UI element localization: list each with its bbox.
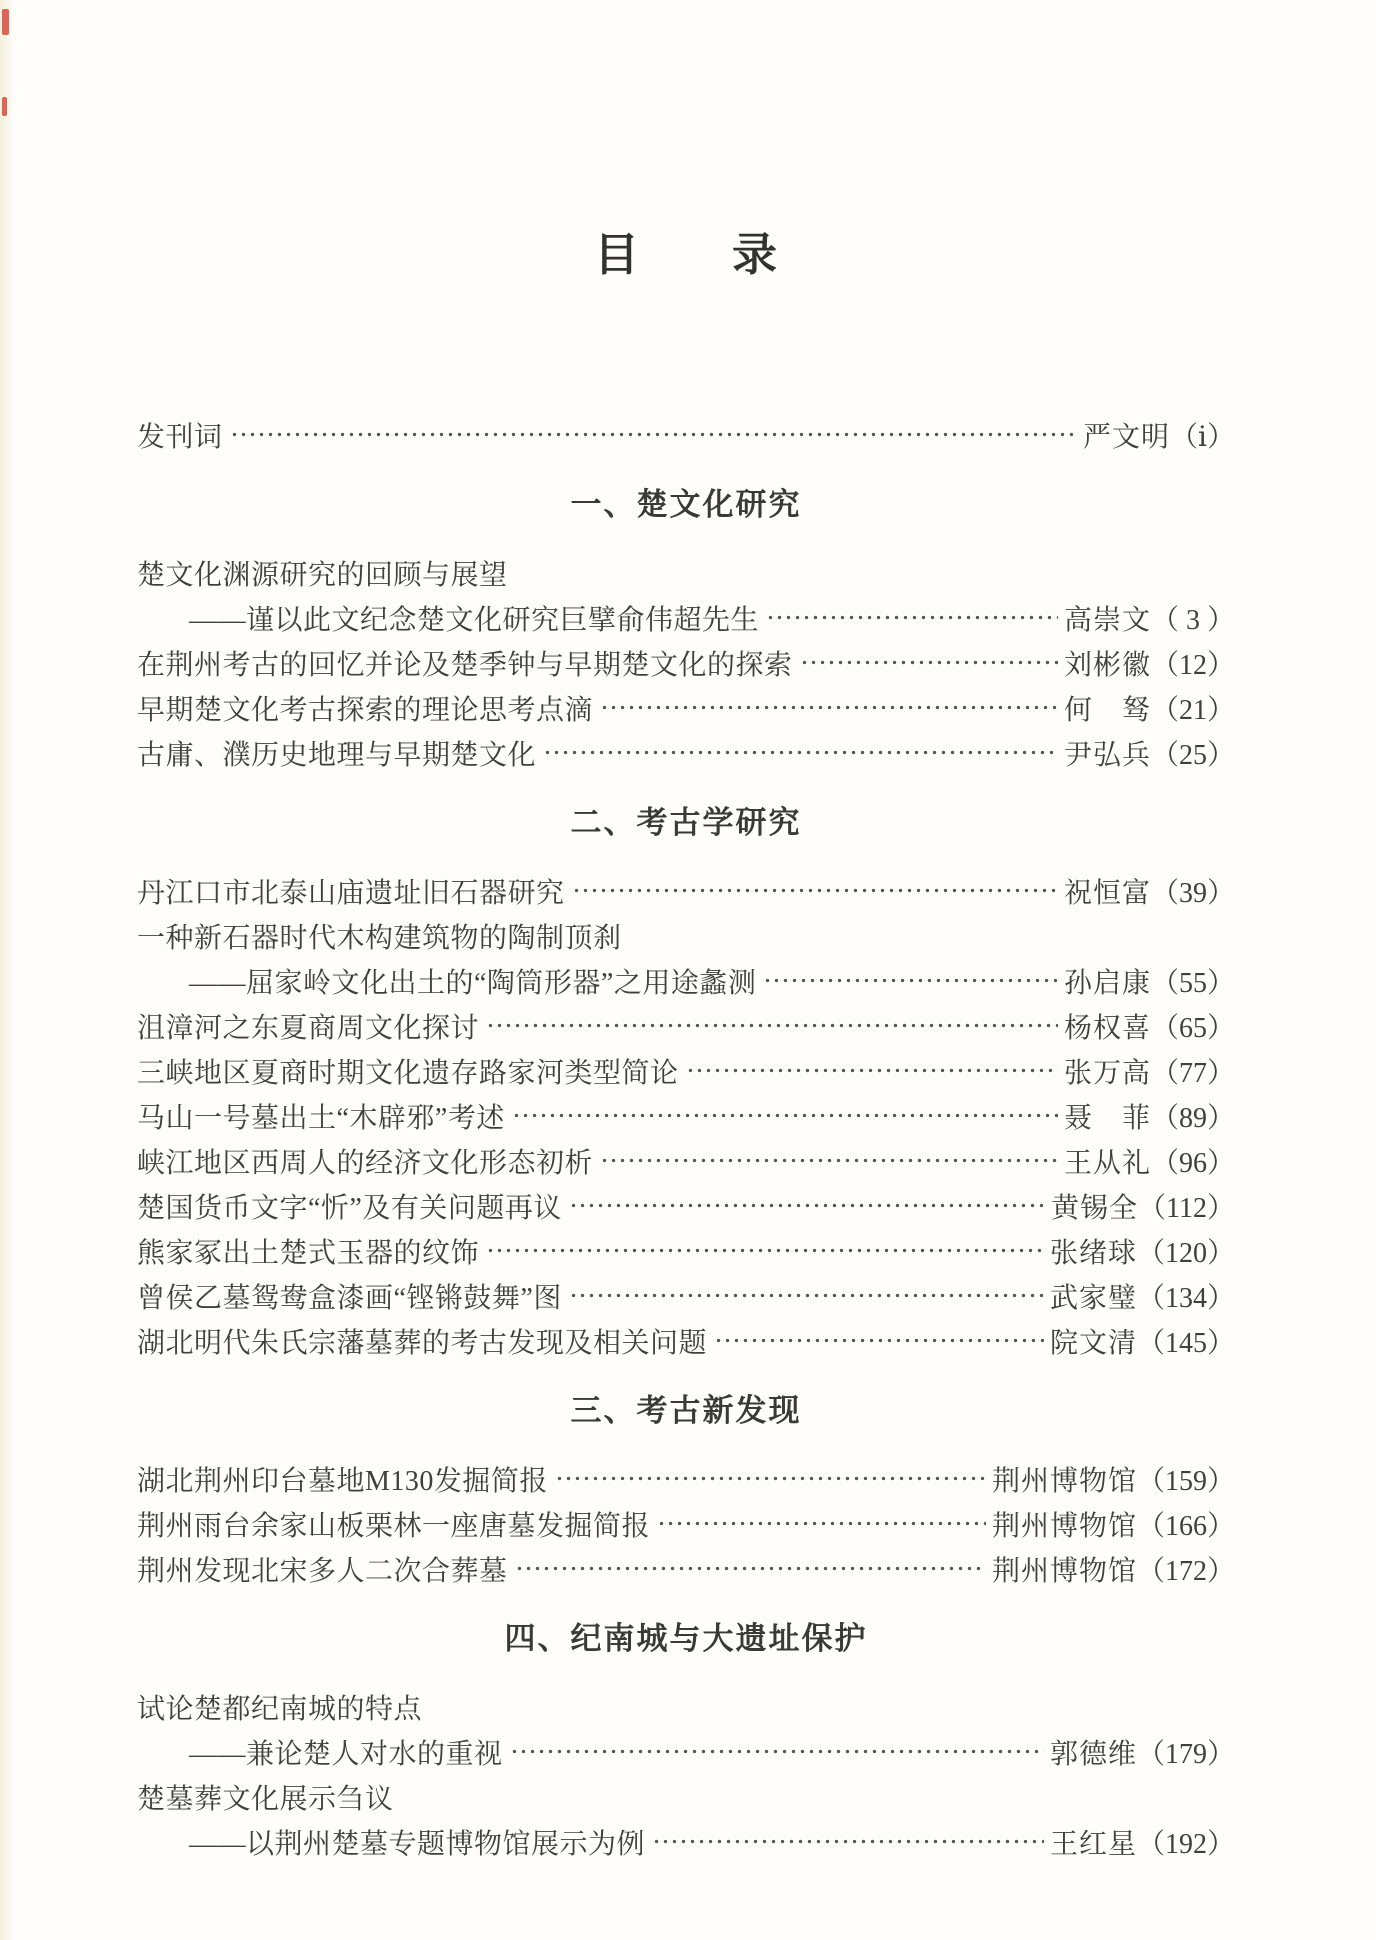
- entry-text: ——兼论楚人对水的重视: [189, 1738, 503, 1770]
- toc-entry: [137, 958, 1235, 1003]
- entry-page: （192）: [1136, 1828, 1235, 1860]
- red-scan-mark: [2, 9, 9, 35]
- entry-text: 丹江口市北泰山庙遗址旧石器研究: [137, 877, 565, 909]
- entry-author: 杨权喜: [1063, 1012, 1151, 1044]
- dot-leader: [510, 1093, 1058, 1138]
- dot-leader: [684, 1048, 1058, 1093]
- entry-author: 荆州博物馆: [991, 1555, 1137, 1587]
- dot-leader: [798, 640, 1058, 685]
- entry-author: 院文清: [1049, 1327, 1137, 1359]
- entry-text: 楚墓葬文化展示刍议: [137, 1783, 394, 1815]
- entry-page: （77）: [1150, 1057, 1235, 1089]
- entry-title-line: [137, 1774, 1235, 1819]
- entry-text: 峡江地区西周人的经济文化形态初析: [137, 1147, 594, 1179]
- entry-text: 楚国货币文字“忻”及有关问题再议: [137, 1192, 562, 1224]
- section-heading: 四、纪南城与大遗址保护: [504, 1621, 868, 1656]
- entry-text: 马山一号墓出土“木辟邪”考述: [137, 1102, 505, 1134]
- entry-author: 严文明: [1083, 421, 1171, 453]
- entry-author: 荆州博物馆: [991, 1465, 1137, 1497]
- entry-text: 荆州发现北宋多人二次合葬墓: [137, 1555, 508, 1587]
- entry-author: 武家璧: [1049, 1282, 1137, 1314]
- entry-text: 沮漳河之东夏商周文化探讨: [137, 1012, 480, 1044]
- toc-entry: [137, 1183, 1235, 1228]
- entry-page: （179）: [1136, 1738, 1235, 1770]
- entry-page: （96）: [1150, 1147, 1235, 1179]
- entry-page: （65）: [1150, 1012, 1235, 1044]
- dot-leader: [598, 1138, 1058, 1183]
- entry-text: 三峡地区夏商时期文化遗存路家河类型简论: [137, 1057, 679, 1089]
- toc-entry: [137, 1003, 1235, 1048]
- toc-entry: [137, 412, 1235, 457]
- scanner-edge-tint: [0, 0, 14, 1940]
- entry-author: 尹弘兵: [1063, 739, 1151, 771]
- entry-author: 祝恒富: [1063, 877, 1151, 909]
- entry-text: 湖北荆州印台墓地M130发掘简报: [137, 1465, 548, 1497]
- entry-title-line: [137, 550, 1235, 595]
- toc-entry: [137, 1456, 1235, 1501]
- entry-author: 张万高: [1063, 1057, 1151, 1089]
- entry-text: 曾侯乙墓鸳鸯盒漆画“铿锵鼓舞”图: [137, 1282, 562, 1314]
- entry-page: （12）: [1150, 649, 1235, 681]
- entry-page: （25）: [1150, 739, 1235, 771]
- entry-text: ——以荆州楚墓专题博物馆展示为例: [189, 1828, 646, 1860]
- toc-entry: [137, 1228, 1235, 1273]
- dot-leader: [513, 1546, 986, 1591]
- toc-entry: [137, 640, 1235, 685]
- toc-entry: [137, 1318, 1235, 1363]
- dot-leader: [655, 1501, 986, 1546]
- entry-text: ——屈家岭文化出土的“陶筒形器”之用途蠡测: [189, 967, 757, 999]
- entry-page: （134）: [1136, 1282, 1235, 1314]
- dot-leader: [650, 1819, 1044, 1864]
- entry-page: （21）: [1150, 694, 1235, 726]
- entry-text: 一种新石器时代木构建筑物的陶制顶刹: [137, 922, 622, 954]
- entry-author: 黄锡全: [1051, 1192, 1139, 1224]
- entry-page: （ⅰ）: [1170, 421, 1235, 453]
- entry-page: （ 3 ）: [1150, 604, 1235, 636]
- entry-author: 孙启康: [1063, 967, 1151, 999]
- dot-leader: [484, 1003, 1058, 1048]
- entry-title-line: [137, 1684, 1235, 1729]
- entry-text: ——谨以此文纪念楚文化研究巨擘俞伟超先生: [189, 604, 760, 636]
- entry-author: 刘彬徽: [1063, 649, 1151, 681]
- dot-leader: [570, 868, 1058, 913]
- entry-text: 古庸、濮历史地理与早期楚文化: [137, 739, 537, 771]
- entry-page: （159）: [1136, 1465, 1235, 1497]
- toc-entry: [137, 1729, 1235, 1774]
- entry-page: （112）: [1138, 1192, 1235, 1224]
- entry-author: 王红星: [1049, 1828, 1137, 1860]
- red-scan-mark: [2, 97, 7, 116]
- entry-author: 王从礼: [1063, 1147, 1151, 1179]
- entry-page: （39）: [1150, 877, 1235, 909]
- section-heading: 一、楚文化研究: [570, 487, 802, 522]
- toc-entry: [137, 868, 1235, 913]
- toc-entry: [137, 685, 1235, 730]
- entry-page: （166）: [1136, 1510, 1235, 1542]
- entry-text: 熊家冢出土楚式玉器的纹饰: [137, 1237, 480, 1269]
- entry-page: （55）: [1150, 967, 1235, 999]
- dot-leader: [761, 958, 1058, 1003]
- dot-leader: [567, 1183, 1045, 1228]
- entry-page: （172）: [1136, 1555, 1235, 1587]
- entry-text: 早期楚文化考古探索的理论思考点滴: [137, 694, 594, 726]
- entry-text: 楚文化渊源研究的回顾与展望: [137, 559, 508, 591]
- dot-leader: [567, 1273, 1044, 1318]
- dot-leader: [228, 412, 1078, 457]
- toc-entry: [137, 1093, 1235, 1138]
- entry-text: 荆州雨台余家山板栗林一座唐墓发掘简报: [137, 1510, 651, 1542]
- dot-leader: [508, 1729, 1044, 1774]
- section-heading: 三、考古新发现: [570, 1393, 802, 1428]
- entry-page: （145）: [1136, 1327, 1235, 1359]
- dot-leader: [764, 595, 1058, 640]
- entry-text: 发刊词: [137, 421, 223, 453]
- entry-author: 郭德维: [1049, 1738, 1137, 1770]
- toc-list: [137, 412, 1235, 1864]
- toc-entry: [137, 1546, 1235, 1591]
- section-heading: 二、考古学研究: [570, 805, 802, 840]
- entry-title-line: [137, 913, 1235, 958]
- dot-leader: [712, 1318, 1044, 1363]
- dot-leader: [553, 1456, 986, 1501]
- entry-author: 张绪球: [1049, 1237, 1137, 1269]
- page-title: 目 录: [593, 230, 778, 280]
- entry-text: 在荆州考古的回忆并论及楚季钟与早期楚文化的探索: [137, 649, 793, 681]
- entry-author: 何 驽: [1063, 694, 1151, 726]
- dot-leader: [484, 1228, 1044, 1273]
- toc-entry: [137, 1273, 1235, 1318]
- entry-text: 试论楚都纪南城的特点: [137, 1693, 423, 1725]
- toc-entry: [137, 1048, 1235, 1093]
- entry-text: 湖北明代朱氏宗藩墓葬的考古发现及相关问题: [137, 1327, 708, 1359]
- toc-entry: [137, 730, 1235, 775]
- entry-page: （120）: [1136, 1237, 1235, 1269]
- dot-leader: [598, 685, 1058, 730]
- entry-author: 荆州博物馆: [991, 1510, 1137, 1542]
- toc-entry: [137, 595, 1235, 640]
- toc-entry: [137, 1501, 1235, 1546]
- entry-author: 聂 菲: [1063, 1102, 1151, 1134]
- toc-page: [137, 0, 1235, 1864]
- entry-author: 高崇文: [1063, 604, 1151, 636]
- entry-page: （89）: [1150, 1102, 1235, 1134]
- toc-entry: [137, 1819, 1235, 1864]
- dot-leader: [541, 730, 1058, 775]
- toc-entry: [137, 1138, 1235, 1183]
